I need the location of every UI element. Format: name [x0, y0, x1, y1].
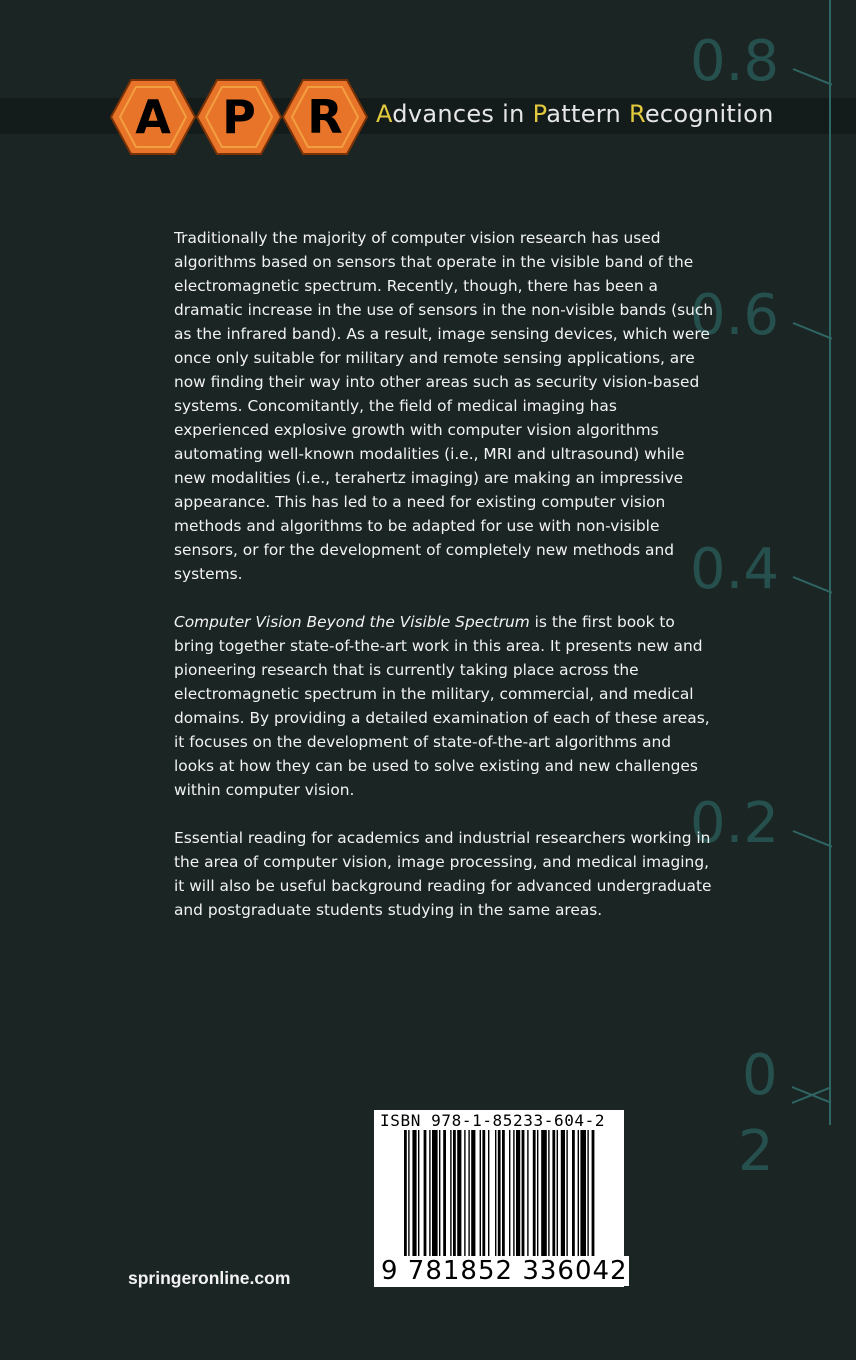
logo-letter: P	[222, 90, 256, 144]
publisher-url: springeronline.com	[128, 1268, 291, 1288]
barcode-bar	[548, 1130, 549, 1262]
barcode-bar	[482, 1130, 485, 1262]
blurb-paragraph: Essential reading for academics and industrial researchers working in the area of computer vision, image processing, and medical imaging, it will also be useful background reading for advanced undergraduate and postgraduate students studying in the same areas.	[174, 829, 712, 919]
scale-tick	[793, 68, 833, 86]
barcode-bar	[432, 1130, 438, 1262]
series-title	[376, 100, 774, 128]
barcode-bar	[580, 1130, 586, 1262]
barcode-bar	[480, 1130, 481, 1262]
series-title-word: ecognition	[644, 100, 774, 128]
logo-hexagon-a	[110, 79, 196, 155]
barcode-bar	[488, 1130, 489, 1262]
logo-hexagon-r	[282, 79, 368, 155]
series-title-initial: P	[532, 100, 547, 128]
barcode-bar	[578, 1130, 579, 1262]
blurb-paragraph: Traditionally the majority of computer vision research has used algorithms based on sensors that operate in the visible band of the electromagnetic spectrum. Recently, though, there has been a dramatic increase in the use of sensors in the non-visible bands (such as the infrared band). As a result, image sensing devices, which were once only suitable for military and remote sensing applications, are now finding their way into other areas such as security vision-based systems. Concomitantly, the field of medical imaging has experienced explosive growth with computer vision algorithms automating well-known modalities (i.e., MRI and ultrasound) while new modalities (i.e., terahertz imaging) are making an impressive appearance. This has led to a need for existing computer vision methods and algorithms to be adapted for use with non-visible sensors, or for the development of completely new methods and systems.	[174, 229, 714, 583]
series-title-initial: R	[628, 100, 645, 128]
isbn-text: ISBN 978-1-85233-604-2	[380, 1111, 606, 1130]
blurb	[174, 226, 714, 946]
scale-tick	[793, 576, 833, 594]
barcode-bar	[572, 1130, 575, 1262]
barcode-bar	[457, 1130, 461, 1262]
barcode-bar	[566, 1130, 567, 1262]
barcode-bar	[450, 1130, 451, 1262]
series-title-word: attern	[546, 100, 629, 128]
barcode-bar	[429, 1130, 430, 1262]
barcode-bar	[443, 1130, 446, 1262]
scale-label: 0.2	[690, 791, 780, 856]
blurb-paragraph	[174, 610, 714, 802]
barcode-bar	[552, 1130, 555, 1262]
scale-label: 0.4	[690, 537, 780, 602]
scale-tick	[793, 830, 833, 848]
scale-tick	[793, 322, 833, 340]
barcode-bar	[412, 1130, 416, 1262]
series-title-initial: A	[376, 100, 393, 128]
barcode-bar	[453, 1130, 456, 1262]
ean-digits-text: 9 781852 336042	[381, 1256, 628, 1286]
barcode-bar	[513, 1130, 514, 1262]
series-title-word: dvances in	[392, 100, 533, 128]
barcode-bar	[516, 1130, 520, 1262]
logo-letter: R	[307, 90, 343, 144]
barcode-bar	[509, 1130, 510, 1262]
barcode-bar	[471, 1130, 475, 1262]
scale-axis-line	[829, 0, 831, 1125]
isbn-barcode	[374, 1110, 628, 1287]
barcode-bar	[468, 1130, 469, 1262]
barcode-bar	[439, 1130, 440, 1262]
barcode-bar	[522, 1130, 525, 1262]
barcode-bar	[541, 1130, 547, 1262]
barcode-bar	[557, 1130, 558, 1262]
blurb-paragraph-text: is the first book to bring together state-of-the-art work in this area. It presents new and pioneering research that is currently taking place across the electromagnetic spectrum in the military, commercial, and medical domains. By providing a detailed examination of each of these areas, it focuses on the development of state-of-the-art algorithms and looks at how they can be used to solve existing and new challenges within computer vision.	[174, 613, 710, 799]
ean-digits	[380, 1258, 629, 1284]
logo-hexagon-p	[196, 79, 282, 155]
barcode-bar	[495, 1130, 496, 1262]
scale-label: 0	[742, 1043, 778, 1108]
barcode-bar	[561, 1130, 565, 1262]
scale-label: 0.6	[690, 283, 780, 348]
barcode-bar	[418, 1130, 419, 1262]
barcode-bar	[424, 1130, 427, 1262]
barcode-bar	[527, 1130, 528, 1262]
barcode-bar	[464, 1130, 465, 1262]
book-title: Computer Vision Beyond the Visible Spectrum	[174, 613, 530, 631]
scale-label: 0.8	[690, 29, 780, 94]
barcode-bar	[537, 1130, 538, 1262]
scale-label: 2	[738, 1119, 774, 1184]
logo-letter: A	[135, 90, 171, 144]
barcode-bar	[533, 1130, 536, 1262]
